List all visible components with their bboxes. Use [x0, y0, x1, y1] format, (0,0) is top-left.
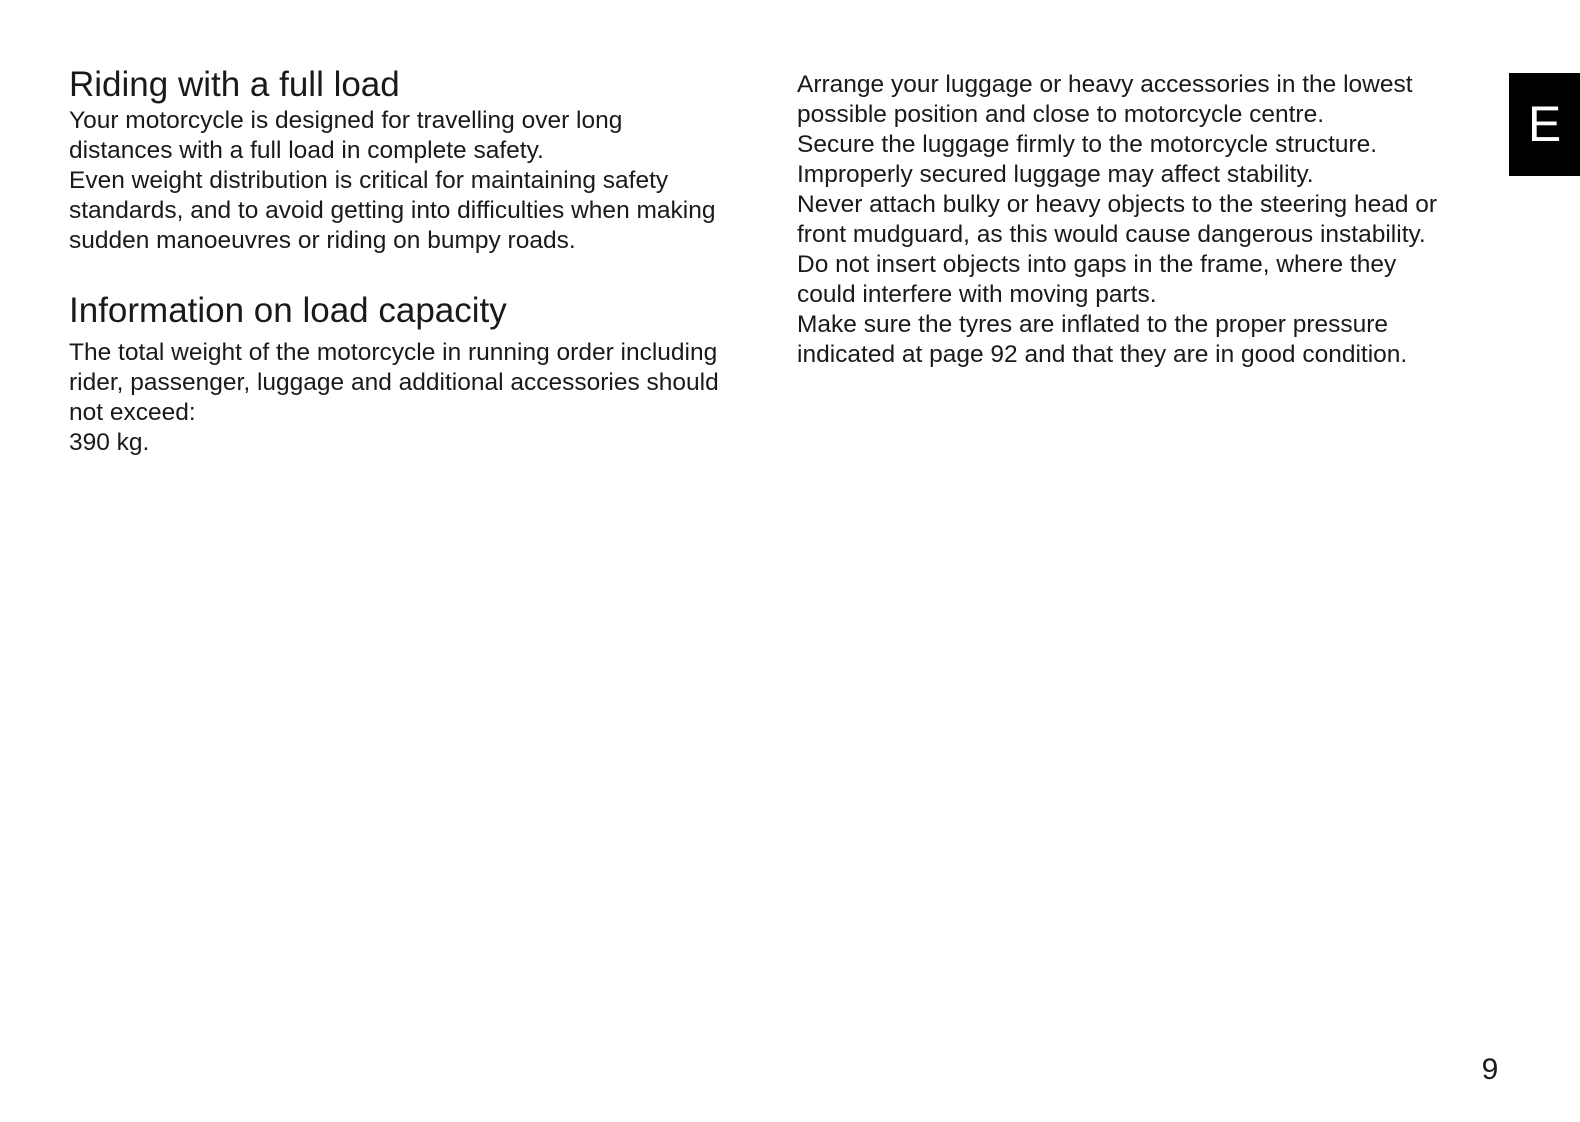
text-line: rider, passenger, luggage and additional accessories should — [69, 369, 719, 396]
full-load-paragraph — [69, 106, 784, 256]
text-line: front mudguard, as this would cause dangerous instability. — [797, 221, 1426, 248]
text-line: Do not insert objects into gaps in the frame, where they — [797, 251, 1397, 278]
text-line: Secure the luggage firmly to the motorcycle structure. — [797, 131, 1378, 158]
text-line: indicated at page 92 and that they are in good condition. — [797, 341, 1408, 368]
text-line: distances with a full load in complete safety. — [69, 137, 544, 164]
text-line: Improperly secured luggage may affect stability. — [797, 161, 1314, 188]
section-heading-load-capacity: Information on load capacity — [69, 291, 507, 330]
text-line: 390 kg. — [69, 429, 150, 456]
text-line: Never attach bulky or heavy objects to the steering head or — [797, 191, 1438, 218]
language-tab: E — [1509, 73, 1580, 176]
text-line: standards, and to avoid getting into difficulties when making — [69, 197, 716, 224]
left-column — [69, 64, 784, 458]
text-line: possible position and close to motorcycle centre. — [797, 101, 1325, 128]
text-line: Make sure the tyres are inflated to the proper pressure — [797, 311, 1389, 338]
text-line: The total weight of the motorcycle in running order including — [69, 339, 718, 366]
luggage-instructions-paragraph — [797, 70, 1497, 370]
text-line: Arrange your luggage or heavy accessories in the lowest — [797, 71, 1413, 98]
page-number: 9 — [1481, 1053, 1499, 1086]
load-capacity-paragraph — [69, 338, 784, 458]
text-line: not exceed: — [69, 399, 196, 426]
text-line: sudden manoeuvres or riding on bumpy roads. — [69, 227, 576, 254]
text-line: Your motorcycle is designed for travelling over long — [69, 107, 623, 134]
right-column — [797, 70, 1497, 370]
section-heading-full-load: Riding with a full load — [69, 65, 400, 104]
text-line: could interfere with moving parts. — [797, 281, 1157, 308]
text-line: Even weight distribution is critical for maintaining safety — [69, 167, 669, 194]
